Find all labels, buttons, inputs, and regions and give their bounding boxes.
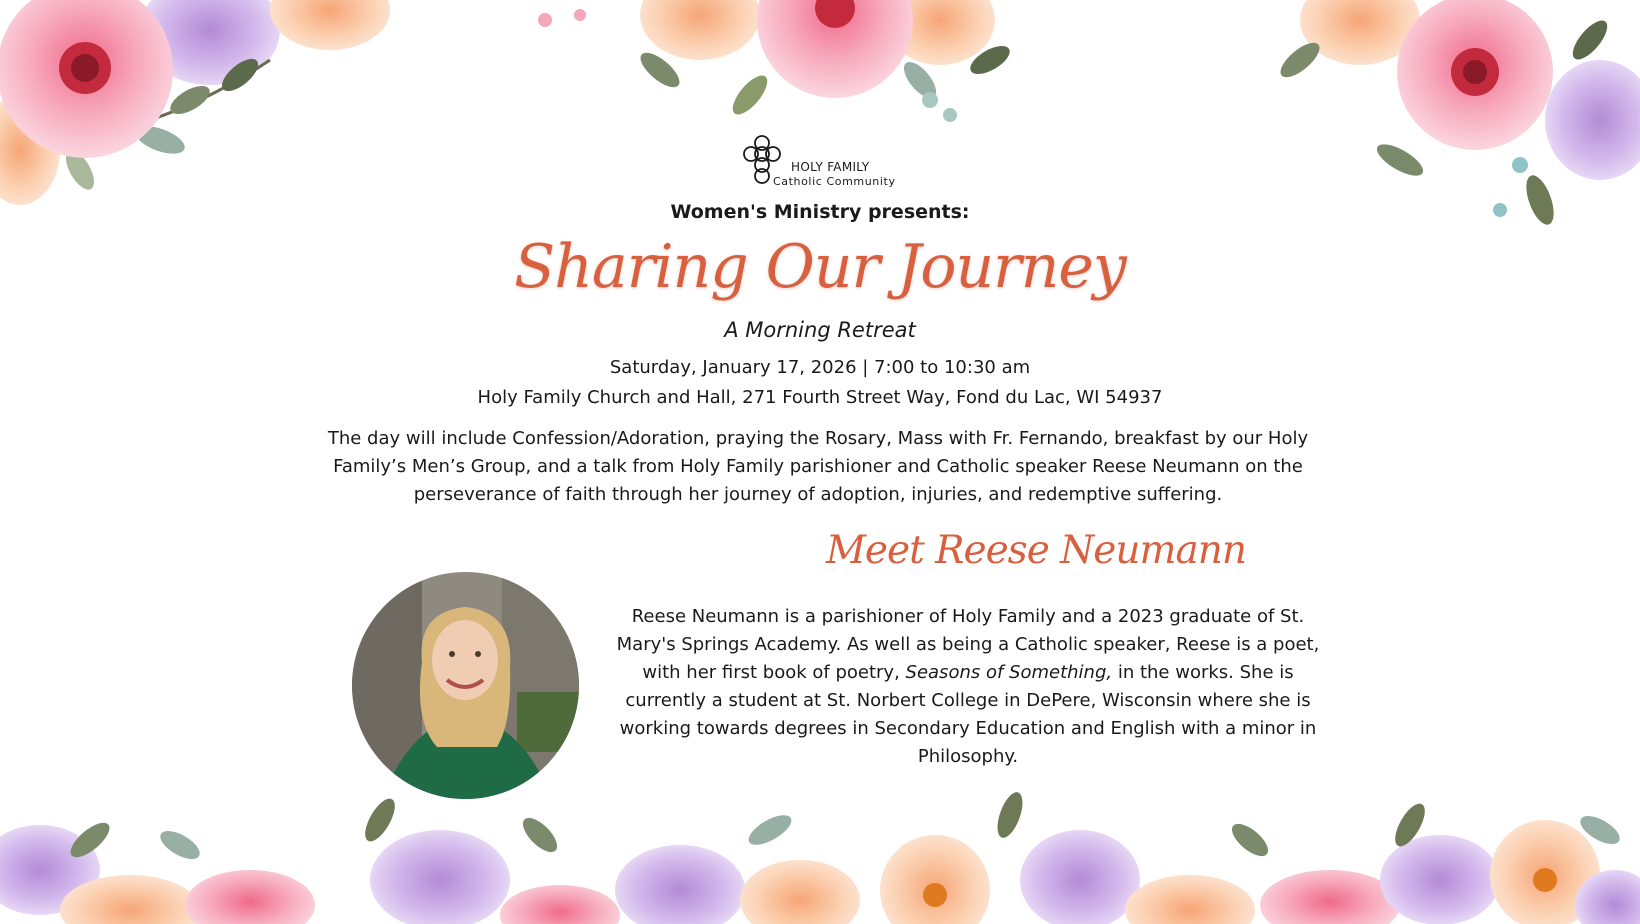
event-address: Holy Family Church and Hall, 271 Fourth Street Way, Fond du Lac, WI 54937 [477,387,1163,408]
speaker-bio-part2: in the works. She is currently a student at St. Norbert College in DePere, Wisconsin where she is working towards degrees in Secondary Education and English with a minor in Philosophy. [619,662,1317,767]
presenter-line: Women's Ministry presents: [670,201,970,223]
book-title: Seasons of Something, [905,662,1113,683]
event-subtitle: A Morning Retreat [724,318,916,342]
floral-top-center [538,0,1014,122]
holy-family-logo [742,133,902,189]
speaker-bio-part1: Reese Neumann is a parishioner of Holy Family and a 2023 graduate of St. Mary's Springs Academy. As well as being a Catholic speaker, Reese is a poet, with her first book of poetry, [616,606,1320,683]
event-title: Sharing Our Journey [514,232,1126,302]
speaker-heading: Meet Reese Neumann [826,528,1246,573]
floral-bottom [0,789,1640,924]
event-date-time: Saturday, January 17, 2026 | 7:00 to 10:30 am [609,357,1031,378]
logo-tagline: Catholic Community [773,175,896,188]
speaker-photo [352,572,579,799]
speaker-bio [610,603,1326,771]
floral-top-right [1275,0,1640,228]
logo-name: HOLY FAMILY [791,160,870,174]
event-description: The day will include Confession/Adoration, praying the Rosary, Mass with Fr. Fernando, breakfast by our Holy Family’s Men’s Group, and a talk from Holy Family parishioner and Catholic speaker Reese Neumann on the perseverance of faith through her journey of adoption, injuries, and redemptive suffering. [327,428,1309,505]
floral-top-left [0,0,390,205]
